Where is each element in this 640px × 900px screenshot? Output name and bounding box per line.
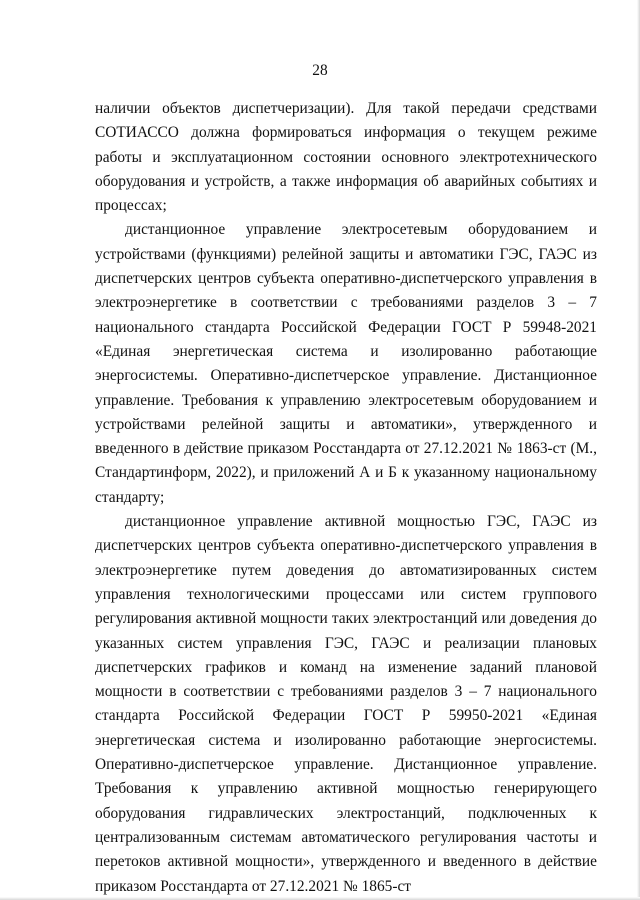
paragraph-continuation: наличии объектов диспетчеризации). Для такой передачи средствами СОТИАССО должна формироваться информация о текущем режиме работы и эксплуатационном состоянии основного электротехнического оборудования и устройств, а также информация об аварийных событиях и процессах; xyxy=(95,100,597,215)
body-text xyxy=(95,97,597,899)
paragraph-remote-control-grid-equipment: дистанционное управление электросетевым оборудованием и устройствами (функциями) релейной защиты и автоматики ГЭС, ГАЭС из диспетчерских центров субъекта оперативно-диспетчерского управления в электроэнергетике в соответствии с требованиями разделов 3 – 7 национального стандарта Российской Федерации ГОСТ Р 59948-2021 «Единая энергетическая система и изолированно работающие энергосистемы. Оперативно-диспетчерское управление. Дистанционное управление. Требования к управлению электросетевым оборудованием и устройствами релейной защиты и автоматики», утвержденного и введенного в действие приказом Росстандарта от 27.12.2021 № 1863-ст (М., Стандартинформ, 2022), и приложений А и Б к указанному национальному стандарту; xyxy=(95,221,597,506)
page-number: 28 xyxy=(312,62,328,79)
paragraph-remote-control-active-power: дистанционное управление активной мощностью ГЭС, ГАЭС из диспетчерских центров субъекта оперативно-диспетчерского управления в электроэнергетике путем доведения до автоматизированных систем управления технологическими процессами или систем группового регулирования активной мощности таких электростанций или доведения до указанных систем управления ГЭС, ГАЭС и реализации плановых диспетчерских графиков и команд на изменение заданий плановой мощности в соответствии с требованиями разделов 3 – 7 национального стандарта Российской Федерации ГОСТ Р 59950-2021 «Единая энергетическая система и изолированно работающие энергосистемы. Оперативно-диспетчерское управление. Дистанционное управление. Требования к управлению активной мощностью генерирующего оборудования гидравлических электростанций, подключенных к централизованным системам автоматического регулирования частоты и перетоков активной мощности», утвержденного и введенного в действие приказом Росстандарта от 27.12.2021 № 1865-ст xyxy=(95,513,597,895)
